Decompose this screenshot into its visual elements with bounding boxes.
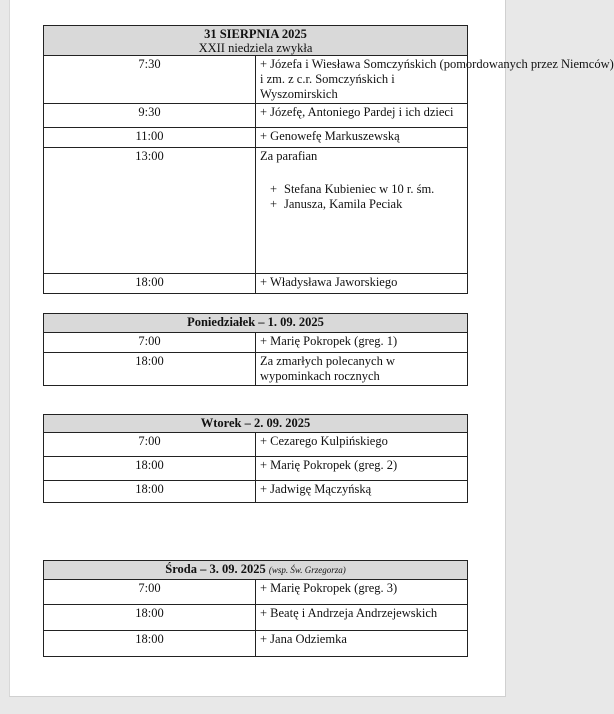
table-row	[44, 333, 468, 353]
mass-time: 13:00	[44, 148, 256, 274]
mass-time: 18:00	[44, 631, 256, 657]
wednesday-header-row	[44, 561, 468, 580]
tuesday-schedule-table	[43, 414, 468, 503]
mass-intention: + Jadwigę Mączyńską	[256, 481, 468, 503]
sunday-title: 31 SIERPNIA 2025	[204, 27, 307, 41]
mass-time: 18:00	[44, 457, 256, 481]
sunday-header-row	[44, 26, 468, 56]
table-row	[44, 580, 468, 605]
intention-line: i zm. z c.r. Somczyńskich i Wyszomirskich	[260, 72, 395, 101]
document-page	[9, 0, 614, 697]
mass-intention: + Marię Pokropek (greg. 3)	[256, 580, 468, 605]
mass-time: 18:00	[44, 353, 256, 386]
mass-time: 18:00	[44, 605, 256, 631]
list-item: + Stefana Kubieniec w 10 r. śm.	[260, 182, 463, 197]
table-row	[44, 457, 468, 481]
sunday-header	[44, 26, 468, 56]
mass-intention: + Marię Pokropek (greg. 1)	[256, 333, 468, 353]
list-item: + Janusza, Kamila Peciak	[260, 197, 463, 212]
mass-time: 18:00	[44, 274, 256, 294]
mass-time: 7:00	[44, 580, 256, 605]
mass-time: 7:00	[44, 433, 256, 457]
table-row	[44, 605, 468, 631]
mass-intention: + Cezarego Kulpińskiego	[256, 433, 468, 457]
mass-intention: + Beatę i Andrzeja Andrzejewskich	[256, 605, 468, 631]
table-row	[44, 481, 468, 503]
table-row	[44, 148, 468, 274]
tuesday-header-row	[44, 415, 468, 433]
mass-intention: + Genowefę Markuszewską	[256, 128, 468, 148]
wednesday-title: Środa – 3. 09. 2025	[165, 562, 266, 576]
table-row	[44, 353, 468, 386]
mass-time: 18:00	[44, 481, 256, 503]
wednesday-header	[44, 561, 468, 580]
mass-intention: Za zmarłych polecanych w wypominkach rocznych	[256, 353, 468, 386]
mass-time: 9:30	[44, 104, 256, 128]
wednesday-schedule-table	[43, 560, 468, 657]
monday-title: Poniedziałek – 1. 09. 2025	[44, 314, 468, 333]
mass-intention: + Jana Odziemka	[256, 631, 468, 657]
mass-time: 7:00	[44, 333, 256, 353]
intention-line: + Józefa i Wiesława Somczyńskich (pomordowanych przez Niemców)	[260, 57, 614, 71]
mass-intention: + Marię Pokropek (greg. 2)	[256, 457, 468, 481]
mass-intention	[256, 56, 614, 104]
monday-schedule-table	[43, 313, 468, 386]
table-row	[44, 104, 468, 128]
mass-intention: + Józefę, Antoniego Pardej i ich dzieci	[256, 104, 468, 128]
mass-intention	[256, 148, 468, 274]
sunday-schedule-table	[43, 25, 614, 294]
mass-intention: + Władysława Jaworskiego	[256, 274, 468, 294]
table-row	[44, 128, 468, 148]
wednesday-note: (wsp. Św. Grzegorza)	[268, 565, 346, 575]
intention-list	[260, 182, 463, 212]
sunday-subtitle: XXII niedziela zwykła	[198, 41, 313, 55]
table-row	[44, 631, 468, 657]
mass-time: 7:30	[44, 56, 256, 104]
table-row	[44, 274, 468, 294]
table-row	[44, 433, 468, 457]
intention-line: Za parafian	[260, 149, 318, 163]
monday-header-row	[44, 314, 468, 333]
tuesday-title: Wtorek – 2. 09. 2025	[44, 415, 468, 433]
table-row	[44, 56, 468, 104]
mass-time: 11:00	[44, 128, 256, 148]
